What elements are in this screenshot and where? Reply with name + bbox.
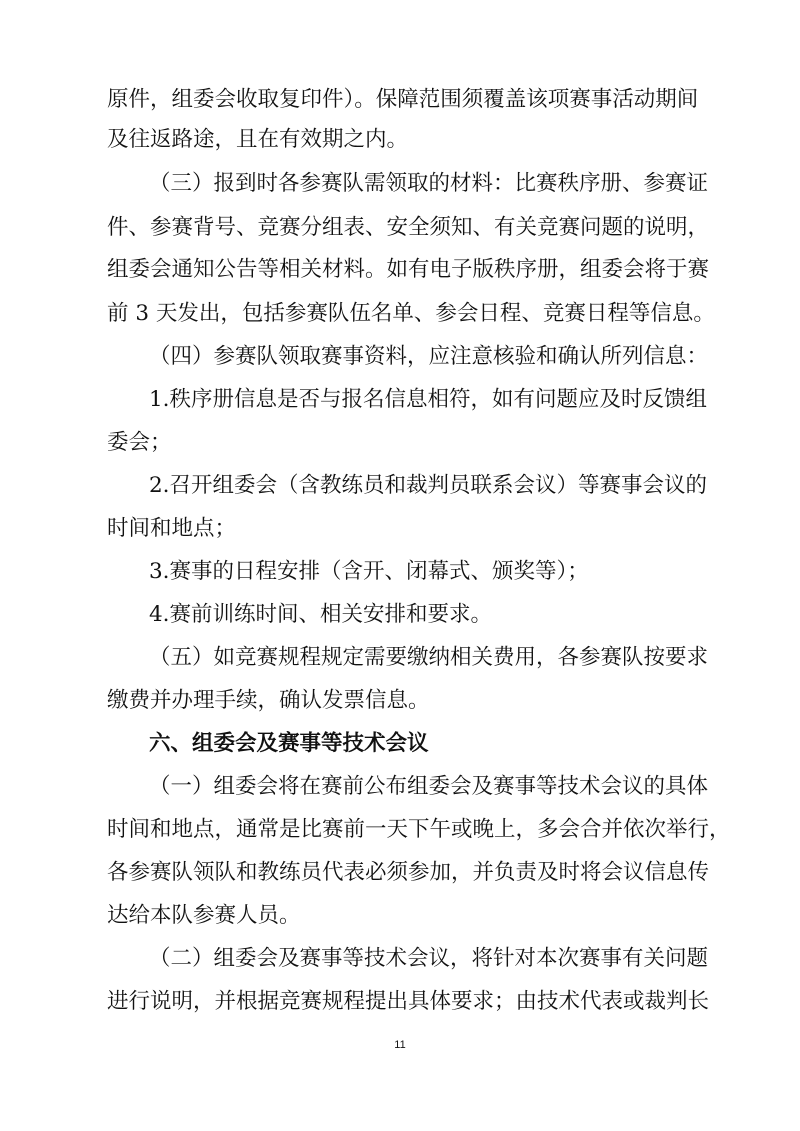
section-heading: 六、组委会及赛事等技术会议 (149, 731, 429, 756)
text-line: 时间和地点； (107, 516, 237, 541)
text-line: 缴费并办理手续，确认发票信息。 (107, 688, 430, 713)
text-line: （五）如竞赛规程规定需要缴纳相关费用，各参赛队按要求 (149, 645, 709, 670)
text-line: 达给本队参赛人员。 (107, 903, 301, 928)
text-line: （三）报到时各参赛队需领取的材料：比赛秩序册、参赛证 (149, 171, 709, 196)
text-line: 及往返路途，且在有效期之内。 (107, 127, 409, 152)
text-line: 进行说明，并根据竞赛规程提出具体要求；由技术代表或裁判长 (107, 989, 710, 1014)
text-line: （四）参赛队领取赛事资料，应注意核验和确认所列信息： (149, 344, 709, 369)
text-line: （二）组委会及赛事等技术会议，将针对本次赛事有关问题 (149, 946, 709, 971)
page-number: 11 (394, 1039, 406, 1051)
text-line: 前 3 天发出，包括参赛队伍名单、参会日程、竞赛日程等信息。 (107, 301, 715, 326)
text-line: 各参赛队领队和教练员代表必须参加，并负责及时将会议信息传 (107, 860, 710, 885)
text-line: 组委会通知公告等相关材料。如有电子版秩序册，组委会将于赛 (107, 257, 710, 282)
text-line: （一）组委会将在赛前公布组委会及赛事等技术会议的具体 (149, 774, 709, 799)
text-line: 委会； (107, 430, 172, 455)
text-line: 3.赛事的日程安排（含开、闭幕式、颁奖等）； (149, 559, 589, 584)
text-line: 1.秩序册信息是否与报名信息相符，如有问题应及时反馈组 (149, 387, 708, 412)
text-line: 2.召开组委会（含教练员和裁判员联系会议）等赛事会议的 (149, 473, 708, 498)
text-line: 时间和地点，通常是比赛前一天下午或晚上，多会合并依次举行， (107, 817, 731, 842)
text-line: 4.赛前训练时间、相关安排和要求。 (149, 602, 493, 627)
text-line: 件、参赛背号、竞赛分组表、安全须知、有关竞赛问题的说明， (107, 215, 710, 240)
text-line: 原件，组委会收取复印件）。保障范围须覆盖该项赛事活动期间 (107, 87, 699, 112)
